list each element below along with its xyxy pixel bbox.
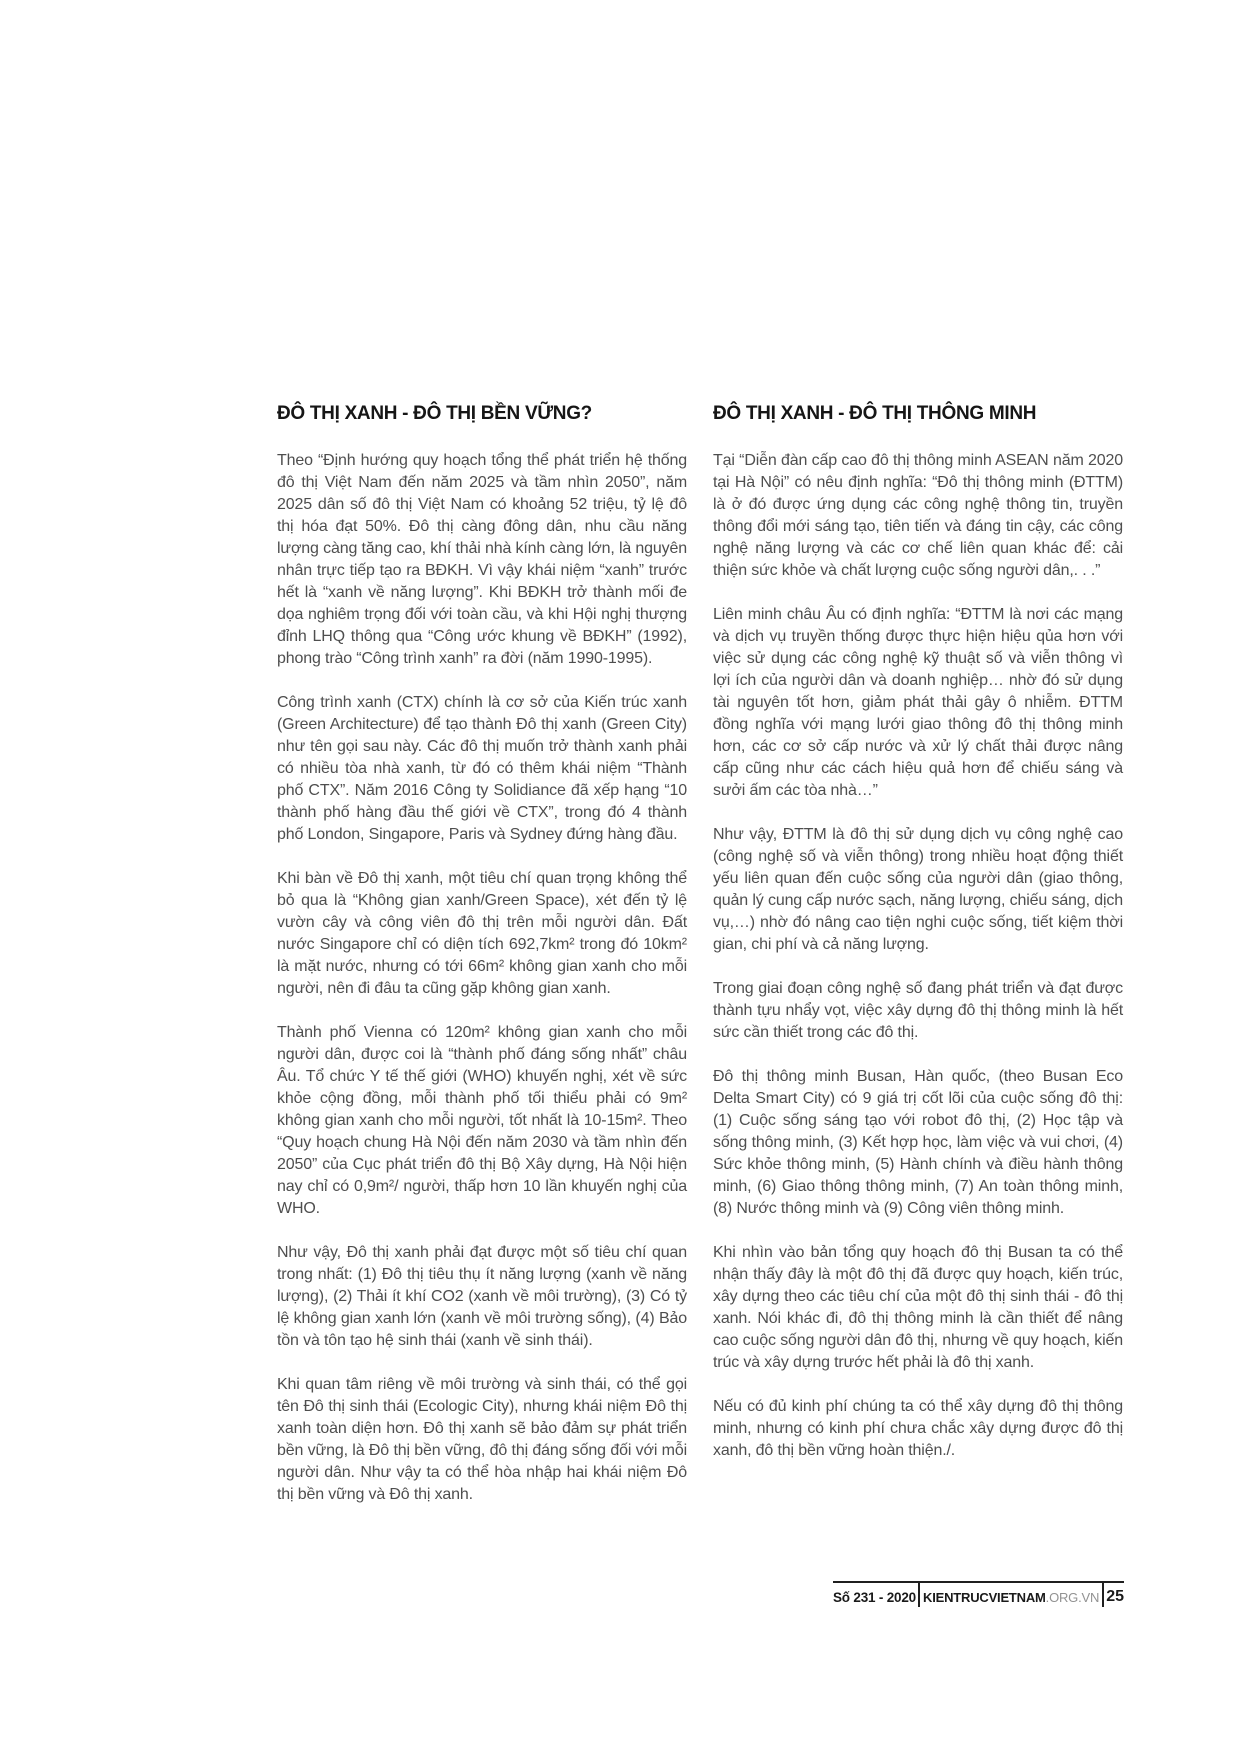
page-footer bbox=[833, 1581, 1124, 1607]
section-heading-right: ĐÔ THỊ XANH - ĐÔ THỊ THÔNG MINH bbox=[713, 403, 1037, 424]
paragraph: Thành phố Vienna có 120m² không gian xanh cho mỗi người dân, được coi là “thành phố đáng sống nhất” châu Âu. Tổ chức Y tế thế giới (WHO) khuyến nghị, xét về sức khỏe cộng đồng, mỗi thành phố tối thiểu phải có 9m² không gian xanh cho mỗi người, tốt nhất là 10-15m². Theo “Quy hoạch chung Hà Nội đến năm 2030 và tầm nhìn đến 2050” của Cục phát triển đô thị Bộ Xây dựng, Hà Nội hiện nay chỉ có 0,9m²/ người, thấp hơn 10 lần khuyến nghị của WHO. bbox=[277, 1023, 687, 1217]
paragraph: Như vậy, ĐTTM là đô thị sử dụng dịch vụ công nghệ cao (công nghệ số và viễn thông) trong nhiều hoạt động thiết yếu liên quan đến cuộc sống của người dân (giao thông, quản lý cung cấp nước sạch, năng lượng, chiếu sáng, dịch vụ,…) nhờ đó nâng cao tiện nghi cuộc sống, tiết kiệm thời gian, chi phí và cả năng lượng. bbox=[713, 825, 1123, 953]
paragraph: Công trình xanh (CTX) chính là cơ sở của Kiến trúc xanh (Green Architecture) để tạo thành Đô thị xanh (Green City) như tên gọi sau này. Các đô thị muốn trở thành xanh phải có nhiều tòa nhà xanh, từ đó có thêm khái niệm “Thành phố CTX”. Năm 2016 Công ty Solidiance đã xếp hạng “10 thành phố hàng đầu thế giới về CTX”, trong đó 4 thành phố London, Singapore, Paris và Sydney đứng hàng đầu. bbox=[277, 693, 687, 843]
paragraph-list-left bbox=[277, 450, 687, 1506]
paragraph-list-right bbox=[713, 450, 1123, 1462]
paragraph: Như vậy, Đô thị xanh phải đạt được một số tiêu chí quan trong nhất: (1) Đô thị tiêu thụ ít năng lượng (xanh về năng lượng), (2) Thải ít khí CO2 (xanh về môi trường), (3) Có tỷ lệ không gian xanh lớn (xanh về môi trường sống), (4) Bảo tồn và tôn tạo hệ sinh thái (xanh về sinh thái). bbox=[277, 1243, 687, 1349]
paragraph: Khi quan tâm riêng về môi trường và sinh thái, có thể gọi tên Đô thị sinh thái (Ecologic City), nhưng khái niệm Đô thị xanh toàn diện hơn. Đô thị xanh sẽ bảo đảm sự phát triển bền vững, là Đô thị bền vững, đô thị đáng sống đối với mỗi người dân. Như vậy ta có thể hòa nhập hai khái niệm Đô thị bền vững và Đô thị xanh. bbox=[277, 1375, 687, 1503]
paragraph: Nếu có đủ kinh phí chúng ta có thể xây dựng đô thị thông minh, nhưng có kinh phí chưa chắc xây dựng được đô thị xanh, đô thị bền vững hoàn thiện./. bbox=[713, 1397, 1123, 1459]
paragraph: Liên minh châu Âu có định nghĩa: “ĐTTM là nơi các mạng và dịch vụ truyền thống được thực hiện hiệu qủa hơn với việc sử dụng các công nghệ kỹ thuật số và viễn thông vì lợi ích của người dân và doanh nghiệp… nhờ đó sử dụng tài nguyên tốt hơn, giảm phát thải gây ô nhiễm. ĐTTM đồng nghĩa với mạng lưới giao thông đô thị thông minh hơn, các cơ sở cấp nước và xử lý chất thải được nâng cấp cũng như các cách hiệu quả hơn để chiếu sáng và sưởi ấm các tòa nhà…” bbox=[713, 605, 1123, 799]
paragraph: Trong giai đoạn công nghệ số đang phát triển và đạt được thành tựu nhẩy vọt, việc xây dựng đô thị thông minh là hết sức cần thiết trong các đô thị. bbox=[713, 979, 1123, 1041]
footer-divider bbox=[918, 1581, 920, 1607]
page-number: 25 bbox=[1106, 1588, 1124, 1605]
section-heading-left: ĐÔ THỊ XANH - ĐÔ THỊ BỀN VỮNG? bbox=[277, 403, 592, 424]
issue-label: Số 231 - 2020 bbox=[833, 1589, 916, 1605]
paragraph: Đô thị thông minh Busan, Hàn quốc, (theo Busan Eco Delta Smart City) có 9 giá trị cốt lõi của cuộc sống đô thị: (1) Cuộc sống sáng tạo với robot đô thị, (2) Học tập và sống thông minh, (3) Kết hợp học, làm việc và vui chơi, (4) Sức khỏe thông minh, (5) Hành chính và điều hành thông minh, (6) Giao thông thông minh, (7) An toàn thông minh, (8) Nước thông minh và (9) Công viên thông minh. bbox=[713, 1067, 1123, 1217]
paragraph: Theo “Định hướng quy hoạch tổng thể phát triển hệ thống đô thị Việt Nam đến năm 2025 và tầm nhìn 2050”, năm 2025 dân số đô thị Việt Nam có khoảng 52 triệu, tỷ lệ đô thị hóa đạt 50%. Đô thị càng đông dân, nhu cầu năng lượng càng tăng cao, khí thải nhà kính càng lớn, là nguyên nhân trực tiếp tạo ra BĐKH. Vì vậy khái niệm “xanh” trước hết là “xanh về năng lượng”. Khi BĐKH trở thành mối đe dọa nghiêm trọng đối với toàn cầu, và khi Hội nghị thượng đỉnh LHQ thông qua “Công ước khung về BĐKH” (1992), phong trào “Công trình xanh” ra đời (năm 1990-1995). bbox=[277, 451, 687, 667]
paragraph: Khi bàn về Đô thị xanh, một tiêu chí quan trọng không thể bỏ qua là “Không gian xanh/Green Space), xét đến tỷ lệ vườn cây và công viên đô thị trên mỗi người dân. Đất nước Singapore chỉ có diện tích 692,7km² trong đó 10km² là mặt nước, nhưng có tới 66m² không gian xanh cho mỗi người, nên đi đâu ta cũng gặp không gian xanh. bbox=[277, 869, 687, 997]
paragraph: Khi nhìn vào bản tổng quy hoạch đô thị Busan ta có thể nhận thấy đây là một đô thị đã được quy hoạch, kiến trúc, xây dựng theo các tiêu chí của một đô thị sinh thái - đô thị xanh. Nói khác đi, đô thị thông minh là cần thiết để nâng cao cuộc sống người dân đô thị, nhưng về quy hoạch, kiến trúc và xây dựng trước hết phải là đô thị xanh. bbox=[713, 1243, 1123, 1371]
site-name bbox=[923, 1590, 1099, 1605]
footer-divider bbox=[1102, 1581, 1104, 1607]
site-name-bold: KIENTRUCVIETNAM bbox=[923, 1589, 1046, 1605]
paragraph: Tại “Diễn đàn cấp cao đô thị thông minh ASEAN năm 2020 tại Hà Nội” có nêu định nghĩa: “Đô thị thông minh (ĐTTM) là ở đó được ứng dụng các công nghệ thông tin, truyền thông đổi mới sáng tạo, tiên tiến và đáng tin cậy, các công nghệ năng lượng và các cơ chế liên quan khác để: cải thiện sức khỏe và chất lượng cuộc sống người dân,. . .” bbox=[713, 451, 1123, 579]
site-name-suffix: .ORG.VN bbox=[1045, 1589, 1100, 1605]
column-green-sustainable-city bbox=[277, 403, 687, 1506]
column-green-smart-city bbox=[713, 403, 1123, 1462]
